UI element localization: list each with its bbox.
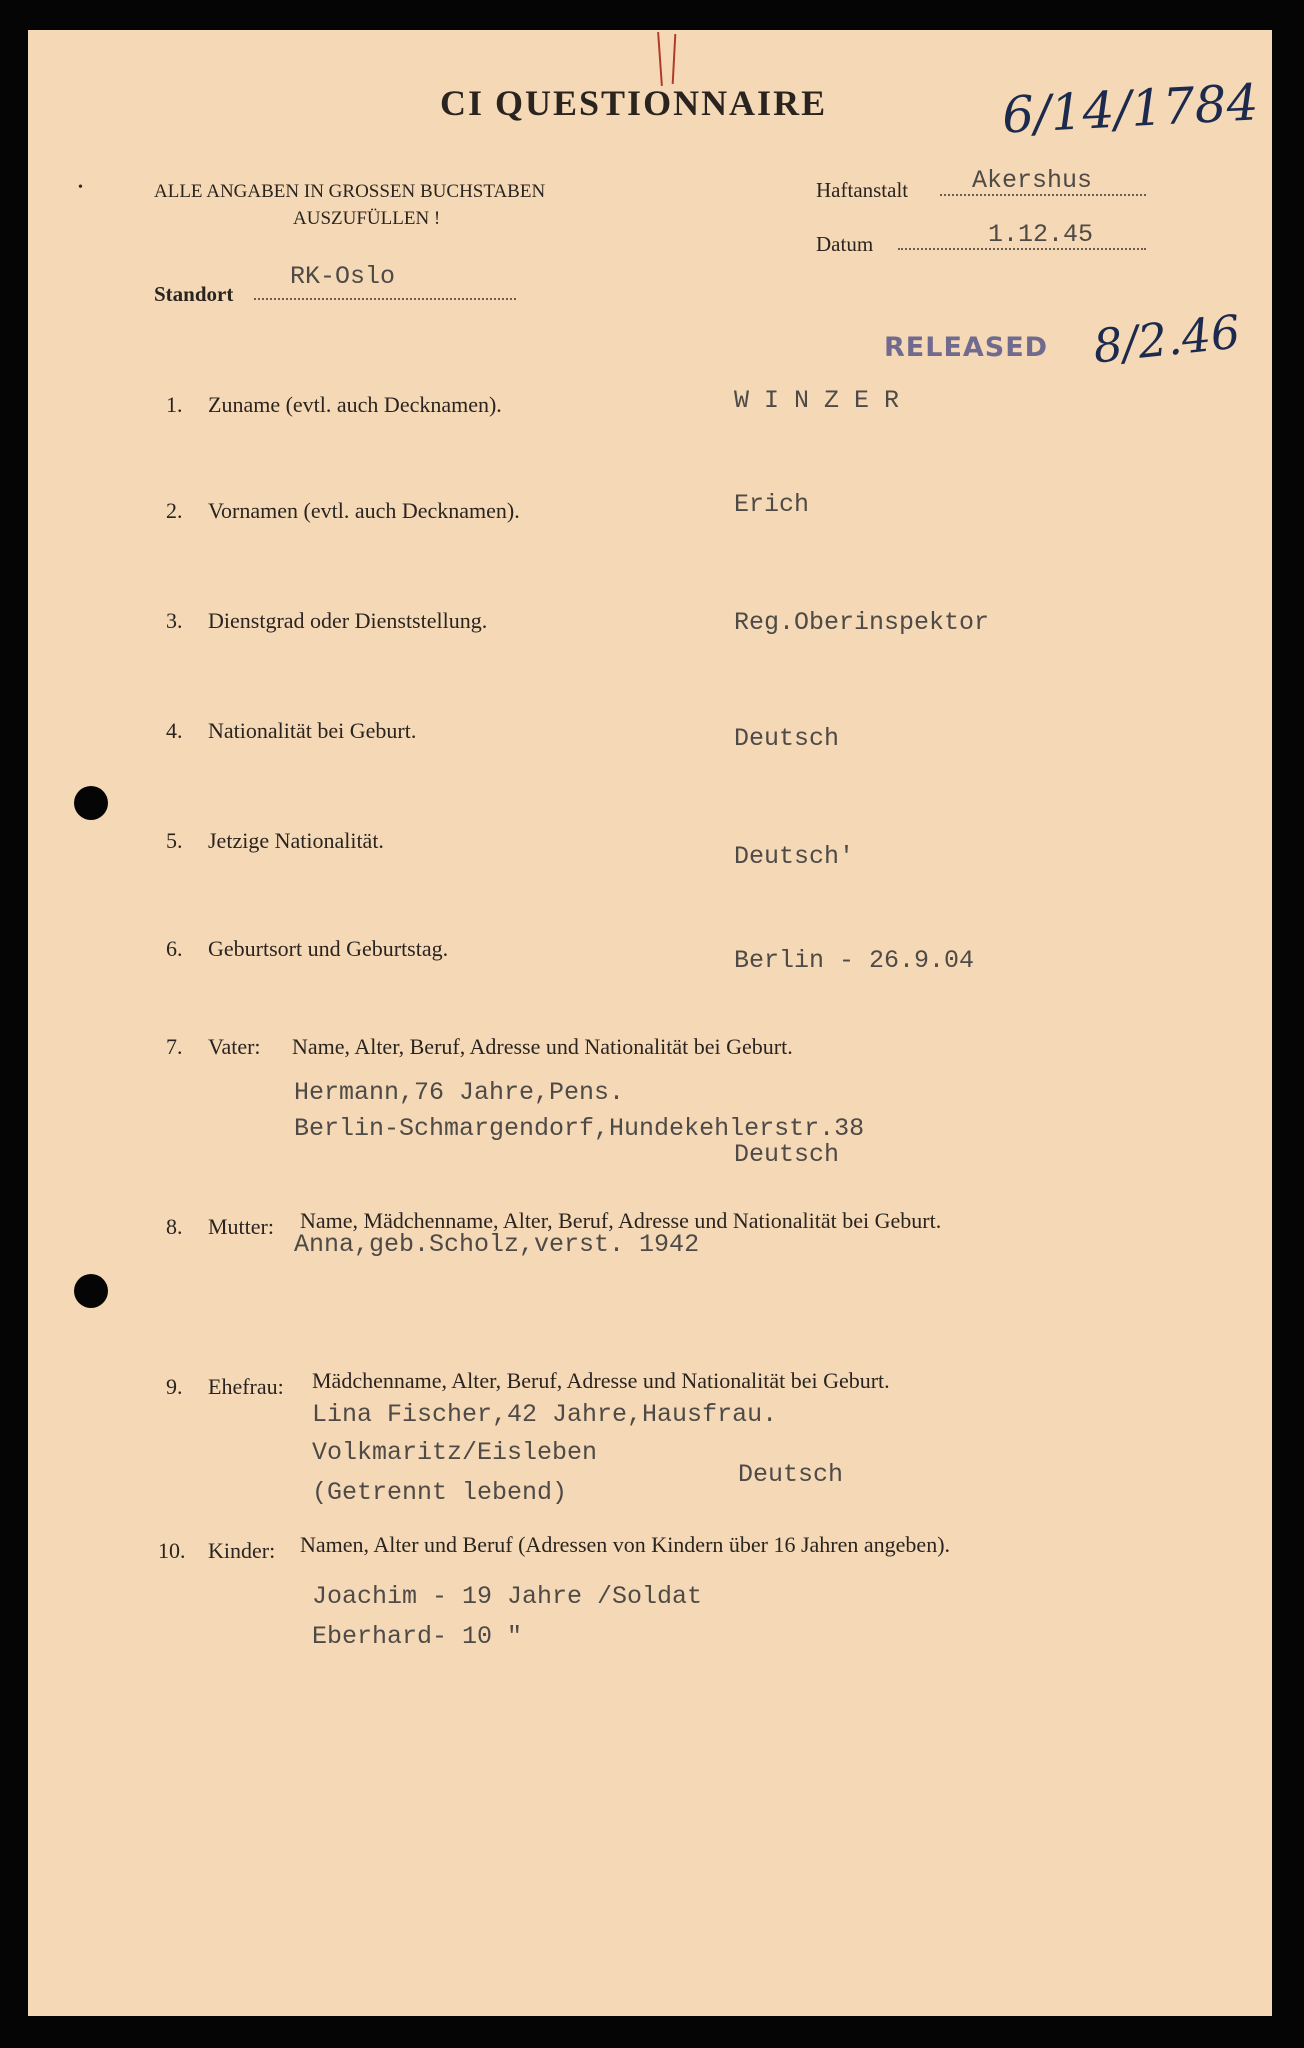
datum-label: Datum bbox=[816, 232, 874, 256]
item-line-7-1: Hermann,76 Jahre,Pens. bbox=[294, 1078, 625, 1107]
instruction-line-1: ALLE ANGABEN IN GROSSEN BUCHSTABEN bbox=[154, 181, 546, 202]
item-label-1: Zuname (evtl. auch Decknamen). bbox=[208, 392, 502, 417]
item-line-9-3: (Getrennt lebend) bbox=[312, 1478, 568, 1507]
item-line-7-3: Deutsch bbox=[734, 1140, 840, 1169]
item-value-2: Erich bbox=[734, 490, 810, 519]
item-value-5: Deutsch' bbox=[734, 842, 855, 871]
standort-line bbox=[254, 298, 516, 300]
item-number-10: 10. bbox=[158, 1538, 186, 1563]
item-label-10: Namen, Alter und Beruf (Adressen von Kindern über 16 Jahren angeben). bbox=[300, 1532, 951, 1557]
item-number-5: 5. bbox=[166, 828, 183, 853]
form-title: CI QUESTIONNAIRE bbox=[440, 83, 828, 123]
red-pen-mark bbox=[657, 32, 663, 86]
item-value-3: Reg.Oberinspektor bbox=[734, 608, 990, 637]
item-lead-9: Ehefrau: bbox=[208, 1374, 284, 1399]
item-number-3: 3. bbox=[166, 608, 183, 633]
questionnaire-page bbox=[28, 30, 1272, 2016]
haftanstalt-label: Haftanstalt bbox=[816, 178, 909, 202]
item-number-4: 4. bbox=[166, 718, 183, 743]
item-number-6: 6. bbox=[166, 936, 183, 961]
item-label-3: Dienstgrad oder Dienststellung. bbox=[208, 608, 488, 633]
item-number-9: 9. bbox=[166, 1374, 183, 1399]
item-line-9-2: Volkmaritz/Eisleben bbox=[312, 1438, 598, 1467]
punch-hole-bottom bbox=[74, 1274, 108, 1308]
item-value-1: W I N Z E R bbox=[734, 386, 900, 415]
item-number-1: 1. bbox=[166, 392, 183, 417]
item-label-8: Name, Mädchenname, Alter, Beruf, Adresse und Nationalität bei Geburt. bbox=[300, 1208, 942, 1233]
punch-hole-top bbox=[74, 786, 108, 820]
instruction-line-2: AUSZUFÜLLEN ! bbox=[293, 208, 441, 229]
item-value-6: Berlin - 26.9.04 bbox=[734, 946, 975, 975]
item-line-9-1: Lina Fischer,42 Jahre,Hausfrau. bbox=[312, 1400, 778, 1429]
released-stamp: RELEASED bbox=[884, 332, 1049, 363]
item-value-4: Deutsch bbox=[734, 724, 840, 753]
item-lead-7: Vater: bbox=[208, 1034, 261, 1059]
standort-label: Standort bbox=[154, 282, 234, 306]
haftanstalt-value: Akershus bbox=[972, 166, 1093, 195]
item-label-4: Nationalität bei Geburt. bbox=[208, 718, 417, 743]
item-number-2: 2. bbox=[166, 498, 183, 523]
item-label-5: Jetzige Nationalität. bbox=[208, 828, 384, 853]
item-label-9: Mädchenname, Alter, Beruf, Adresse und Nationalität bei Geburt. bbox=[312, 1368, 890, 1393]
item-lead-10: Kinder: bbox=[208, 1538, 276, 1563]
item-line-10-2: Eberhard- 10 " bbox=[312, 1622, 523, 1651]
item-label-2: Vornamen (evtl. auch Decknamen). bbox=[208, 498, 520, 523]
standort-value: RK-Oslo bbox=[290, 262, 396, 291]
item-line-8-1: Anna,geb.Scholz,verst. 1942 bbox=[294, 1230, 700, 1259]
item-number-8: 8. bbox=[166, 1214, 183, 1239]
datum-value: 1.12.45 bbox=[988, 220, 1094, 249]
item-line-9-4: Deutsch bbox=[738, 1460, 844, 1489]
bullet-mark: • bbox=[78, 180, 83, 195]
reference-number: 6/14/1784 bbox=[1000, 73, 1260, 145]
item-line-10-1: Joachim - 19 Jahre /Soldat bbox=[312, 1582, 703, 1611]
red-pen-mark bbox=[672, 34, 677, 84]
item-line-7-2: Berlin-Schmargendorf,Hundekehlerstr.38 bbox=[294, 1114, 865, 1143]
release-date: 8/2.46 bbox=[1090, 304, 1243, 374]
item-label-7: Name, Alter, Beruf, Adresse und Nationalität bei Geburt. bbox=[292, 1034, 793, 1059]
item-lead-8: Mutter: bbox=[208, 1214, 274, 1239]
item-number-7: 7. bbox=[166, 1034, 183, 1059]
item-label-6: Geburtsort und Geburtstag. bbox=[208, 936, 449, 961]
